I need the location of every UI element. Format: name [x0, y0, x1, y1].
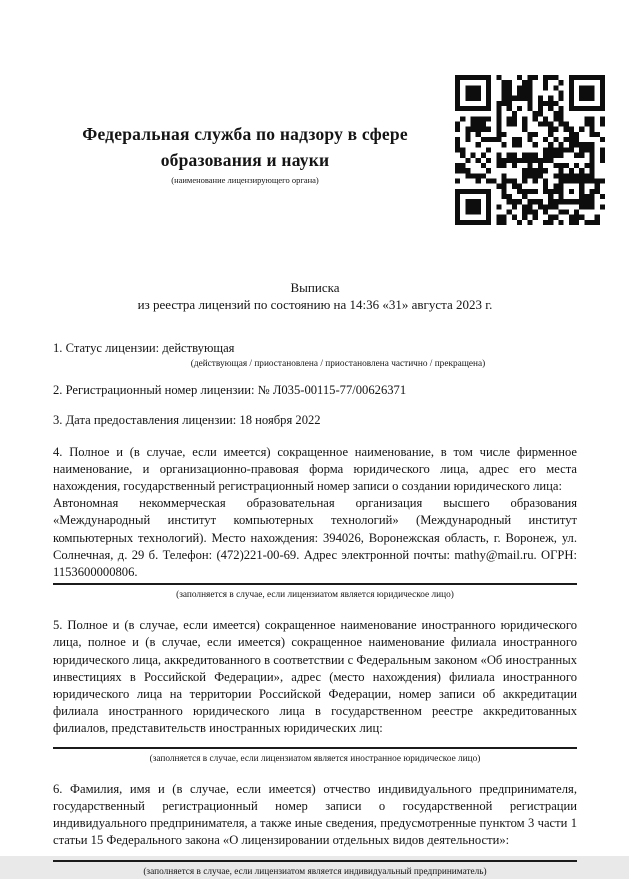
grant-date-line: 3. Дата предоставления лицензии: 18 ноября 2022	[53, 413, 321, 428]
foreign-entity-caption: (заполняется в случае, если лицензиатом является иностранное юридическое лицо)	[149, 753, 481, 764]
license-status-line: 1. Статус лицензии: действующая	[53, 341, 235, 355]
licensing-authority-block	[76, 121, 414, 185]
registration-number-line: 2. Регистрационный номер лицензии: № Л035-00115-77/00626371	[53, 383, 407, 398]
entrepreneur-fill-line	[53, 860, 577, 862]
extract-heading	[53, 279, 577, 313]
qr-code	[455, 75, 605, 225]
foreign-entity-heading: 5. Полное и (в случае, если имеется) сокращенное наименование иностранного юридического лица, полное и (в случае, если имеется) сокращенное наименование филиала иностранного юридического лица, аккредитованного в соответствии с Федеральным законом «Об иностранных инвестициях в Российской Федерации», адрес (место нахождения) филиала иностранного юридического лица на территории Российской Федерации, номер записи об аккредитации филиала иностранного юридического лица в государственном реестре аккредитованных филиалов, представительств иностранных юридических лиц:	[53, 618, 577, 736]
extract-content	[53, 279, 577, 879]
legal-entity-heading: 4. Полное и (в случае, если имеется) сокращенное наименование, в том числе фирменное наименование, и организационно-правовая форма юридического лица, адрес его места нахождения, государственный регистрационный номер записи о создании юридического лица:	[53, 444, 577, 494]
licensing-authority-caption: (наименование лицензирующего органа)	[171, 175, 319, 185]
entrepreneur-caption: (заполняется в случае, если лицензиатом является индивидуальный предприниматель)	[143, 867, 487, 878]
legal-entity-details: Автономная некоммерческая образовательная организация высшего образования «Международный институт компьютерных технологий» (Международный институт компьютерных технологий). Место нахождения: 394026, Воронежская область, г. Воронеж, ул. Солнечная, д. 29 б. Телефон: (472)221-00-69. Адрес электронной почты: mathy@mail.ru. ОГРН: 1153600000806.	[53, 496, 577, 580]
entrepreneur-heading: 6. Фамилия, имя и (в случае, если имеется) отчество индивидуального предпринимателя, государственный регистрационный номер записи о государственной регистрации индивидуального предпринимателя, а также иные сведения, предусмотренные пунктом 3 части 1 статьи 15 Федерального закона «О лицензировании отдельных видов деятельности»:	[53, 781, 577, 848]
legal-entity-fill-line	[53, 583, 577, 585]
extract-title: Выписка	[290, 280, 340, 295]
licensing-authority-name: Федеральная служба по надзору в сфере образования и науки	[82, 124, 408, 170]
extract-subtitle: из реестра лицензий по состоянию на 14:36 «31» августа 2023 г.	[137, 297, 493, 312]
foreign-entity-fill-line	[53, 747, 577, 749]
legal-entity-caption: (заполняется в случае, если лицензиатом является юридическое лицо)	[176, 590, 454, 601]
license-status-options-caption: (действующая / приостановлена / приостановлена частично / прекращена)	[190, 359, 486, 370]
